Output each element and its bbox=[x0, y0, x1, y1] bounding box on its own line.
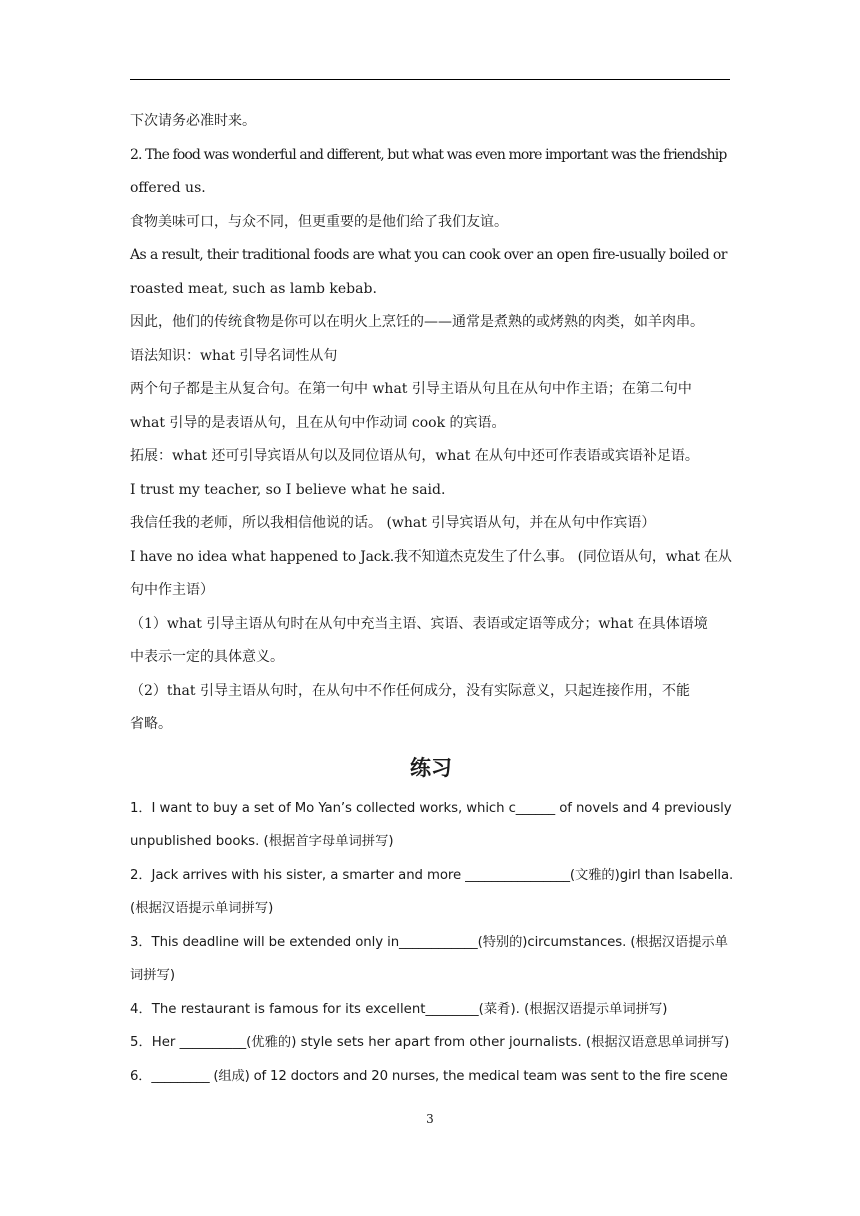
exercise-line: 4．The restaurant is famous for its excellent________(菜肴). (根据汉语提示单词拼写) bbox=[130, 1001, 668, 1017]
page-content bbox=[130, 105, 732, 1093]
text-line: 句中作主语） bbox=[130, 582, 214, 598]
exercise-line: 1．I want to buy a set of Mo Yan’s collected works, which c______ of novels and 4 previously bbox=[130, 800, 732, 816]
text-line: offered us. bbox=[130, 180, 206, 196]
text-line: （1）what 引导主语从句时在从句中充当主语、宾语、表语或定语等成分；what 在具体语境 bbox=[130, 615, 708, 632]
text-line: As a result, their traditional foods are what you can cook over an open fire-usually boiled or bbox=[130, 247, 727, 263]
exercise-line: 6．_________ (组成) of 12 doctors and 20 nurses, the medical team was sent to the fire scene bbox=[130, 1068, 728, 1084]
text-line: 拓展：what 还可引导宾语从句以及同位语从句，what 在从句中还可作表语或宾语补足语。 bbox=[130, 448, 699, 464]
text-line: 我信任我的老师，所以我相信他说的话。 (what 引导宾语从句，并在从句中作宾语） bbox=[130, 515, 656, 531]
text-line: （2）that 引导主语从句时，在从句中不作任何成分，没有实际意义，只起连接作用，不能 bbox=[130, 682, 690, 699]
text-line: 食物美味可口，与众不同，但更重要的是他们给了我们友谊。 bbox=[130, 213, 508, 230]
exercise-line: 5．Her __________(优雅的) style sets her apart from other journalists. (根据汉语意思单词拼写) bbox=[130, 1035, 730, 1050]
text-line: 2. The food was wonderful and different, but what was even more important was the friendship bbox=[130, 146, 727, 163]
text-line: what 引导的是表语从句，且在从句中作动词 cook 的宾语。 bbox=[130, 414, 506, 431]
page-number: 3 bbox=[426, 1112, 434, 1126]
text-line: 两个句子都是主从复合句。在第一句中 what 引导主语从句且在从句中作主语；在第二句中 bbox=[130, 381, 692, 397]
exercise-line: 词拼写) bbox=[130, 968, 176, 983]
text-line: 中表示一定的具体意义。 bbox=[130, 649, 284, 665]
exercise-line: 2．Jack arrives with his sister, a smarter and more ________________(文雅的)girl than Isabella. bbox=[130, 867, 734, 883]
exercise-title: 练习 bbox=[410, 755, 452, 780]
text-line: 省略。 bbox=[130, 716, 172, 732]
text-line: 因此，他们的传统食物是你可以在明火上烹饪的——通常是煮熟的或烤熟的肉类，如羊肉串。 bbox=[130, 314, 704, 330]
exercise-line: 3．This deadline will be extended only in____________(特别的)circumstances. (根据汉语提示单 bbox=[130, 934, 728, 950]
text-line: I trust my teacher, so I believe what he said. bbox=[130, 481, 446, 498]
header-rule bbox=[130, 79, 730, 80]
exercise-line: (根据汉语提示单词拼写) bbox=[130, 901, 274, 916]
grammar-heading: 语法知识：what 引导名词性从句 bbox=[130, 347, 338, 364]
exercise-line: unpublished books. (根据首字母单词拼写) bbox=[130, 834, 394, 849]
text-line: I have no idea what happened to Jack.我不知道杰克发生了什么事。 (同位语从句，what 在从 bbox=[130, 548, 732, 565]
text-line: 下次请务必准时来。 bbox=[130, 113, 256, 129]
text-line: roasted meat, such as lamb kebab. bbox=[130, 280, 377, 297]
